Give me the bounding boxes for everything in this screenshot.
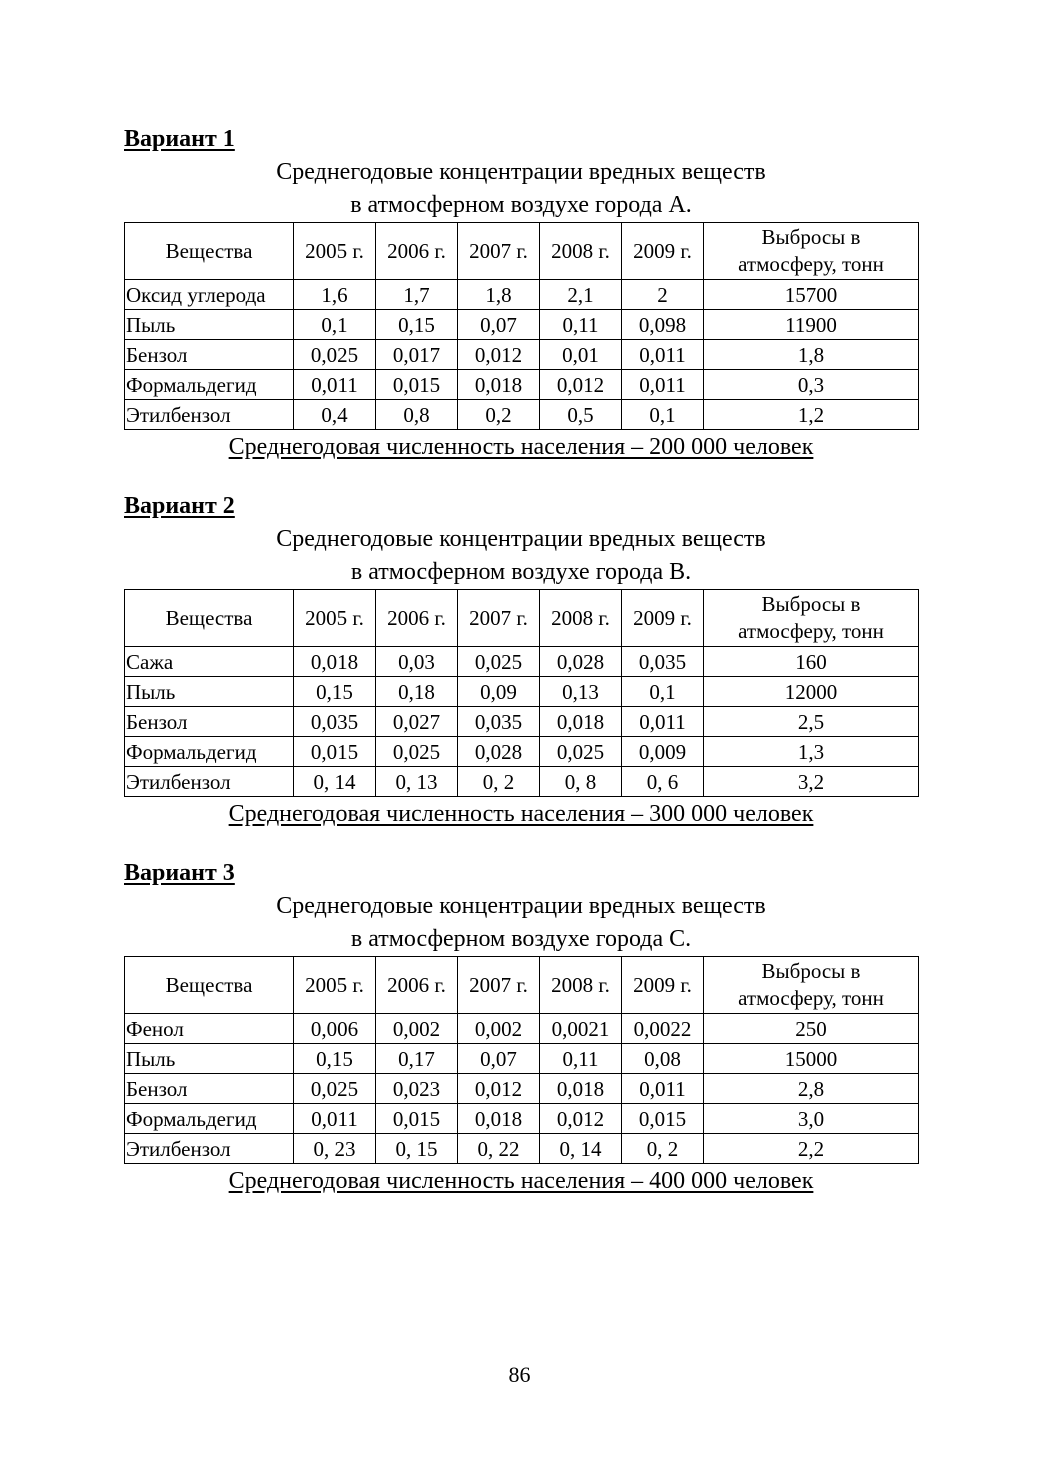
substance-cell: Бензол <box>125 340 294 370</box>
value-cell: 0,011 <box>294 1104 376 1134</box>
value-cell: 0,002 <box>376 1014 458 1044</box>
header-year-2005: 2005 г. <box>294 223 376 280</box>
value-cell: 0,15 <box>294 677 376 707</box>
value-cell: 0, 15 <box>376 1134 458 1164</box>
value-cell: 0,8 <box>376 400 458 430</box>
emissions-cell: 1,2 <box>704 400 919 430</box>
concentration-table <box>124 222 919 430</box>
population-note <box>124 797 918 831</box>
table-header-row <box>125 590 919 647</box>
variant-1-section <box>124 124 918 464</box>
value-cell: 2,1 <box>540 280 622 310</box>
population-text: Среднегодовая численность населения – 400 000 человек <box>228 1168 814 1194</box>
substance-cell: Бензол <box>125 1074 294 1104</box>
header-emissions-line2: атмосферу, тонн <box>738 619 884 643</box>
value-cell: 0, 8 <box>540 767 622 797</box>
value-cell: 0, 14 <box>540 1134 622 1164</box>
value-cell: 0,08 <box>622 1044 704 1074</box>
header-emissions <box>704 590 919 647</box>
value-cell: 0,11 <box>540 310 622 340</box>
population-note <box>124 430 918 464</box>
emissions-cell: 15700 <box>704 280 919 310</box>
substance-cell: Формальдегид <box>125 1104 294 1134</box>
value-cell: 0,1 <box>622 400 704 430</box>
table-row <box>125 370 919 400</box>
population-text: Среднегодовая численность населения – 200 000 человек <box>228 434 814 460</box>
table-row <box>125 1104 919 1134</box>
substance-cell: Этилбензол <box>125 767 294 797</box>
header-year-2009: 2009 г. <box>622 223 704 280</box>
value-cell: 0,03 <box>376 647 458 677</box>
variant-title: Вариант 1 <box>124 126 235 152</box>
header-emissions-line2: атмосферу, тонн <box>738 252 884 276</box>
table-row <box>125 1134 919 1164</box>
header-year-2005: 2005 г. <box>294 957 376 1014</box>
value-cell: 0,035 <box>622 647 704 677</box>
variant-title: Вариант 2 <box>124 493 235 519</box>
header-emissions <box>704 223 919 280</box>
value-cell: 0,028 <box>540 647 622 677</box>
table-caption-line1: Среднегодовые концентрации вредных веществ <box>276 526 766 552</box>
value-cell: 2 <box>622 280 704 310</box>
value-cell: 0,018 <box>294 647 376 677</box>
value-cell: 0,015 <box>376 1104 458 1134</box>
value-cell: 0,1 <box>622 677 704 707</box>
concentration-table <box>124 589 919 797</box>
emissions-cell: 2,2 <box>704 1134 919 1164</box>
value-cell: 0, 23 <box>294 1134 376 1164</box>
value-cell: 0,2 <box>458 400 540 430</box>
header-year-2006: 2006 г. <box>376 590 458 647</box>
table-row <box>125 280 919 310</box>
value-cell: 0,009 <box>622 737 704 767</box>
value-cell: 0,011 <box>294 370 376 400</box>
table-row <box>125 340 919 370</box>
table-row <box>125 767 919 797</box>
header-emissions-line1: Выбросы в <box>761 225 861 249</box>
value-cell: 0, 6 <box>622 767 704 797</box>
value-cell: 0,023 <box>376 1074 458 1104</box>
value-cell: 1,8 <box>458 280 540 310</box>
table-header-row <box>125 957 919 1014</box>
emissions-cell: 250 <box>704 1014 919 1044</box>
value-cell: 0,025 <box>376 737 458 767</box>
table-caption-line2: в атмосферном воздухе города А. <box>350 192 692 218</box>
value-cell: 0,01 <box>540 340 622 370</box>
value-cell: 0, 2 <box>622 1134 704 1164</box>
variant-title: Вариант 3 <box>124 860 235 886</box>
value-cell: 0,07 <box>458 310 540 340</box>
value-cell: 0,015 <box>294 737 376 767</box>
value-cell: 0, 13 <box>376 767 458 797</box>
value-cell: 0,025 <box>294 1074 376 1104</box>
table-caption-line1: Среднегодовые концентрации вредных веществ <box>276 893 766 919</box>
value-cell: 0,018 <box>458 370 540 400</box>
value-cell: 0,4 <box>294 400 376 430</box>
value-cell: 0,015 <box>622 1104 704 1134</box>
concentration-table <box>124 956 919 1164</box>
table-row <box>125 1014 919 1044</box>
header-substances: Вещества <box>125 223 294 280</box>
value-cell: 0,012 <box>540 370 622 400</box>
emissions-cell: 0,3 <box>704 370 919 400</box>
value-cell: 0,18 <box>376 677 458 707</box>
value-cell: 0,15 <box>376 310 458 340</box>
value-cell: 0,018 <box>540 1074 622 1104</box>
substance-cell: Этилбензол <box>125 400 294 430</box>
value-cell: 0,17 <box>376 1044 458 1074</box>
substance-cell: Сажа <box>125 647 294 677</box>
value-cell: 0,098 <box>622 310 704 340</box>
substance-cell: Формальдегид <box>125 370 294 400</box>
header-year-2006: 2006 г. <box>376 957 458 1014</box>
value-cell: 0,018 <box>540 707 622 737</box>
table-row <box>125 310 919 340</box>
header-year-2009: 2009 г. <box>622 590 704 647</box>
emissions-cell: 15000 <box>704 1044 919 1074</box>
value-cell: 0, 2 <box>458 767 540 797</box>
value-cell: 0,5 <box>540 400 622 430</box>
header-year-2009: 2009 г. <box>622 957 704 1014</box>
value-cell: 0,011 <box>622 370 704 400</box>
emissions-cell: 2,5 <box>704 707 919 737</box>
table-row <box>125 647 919 677</box>
header-year-2007: 2007 г. <box>458 223 540 280</box>
header-emissions <box>704 957 919 1014</box>
header-emissions-line1: Выбросы в <box>761 959 861 983</box>
emissions-cell: 12000 <box>704 677 919 707</box>
variant-2-section <box>124 491 918 831</box>
emissions-cell: 2,8 <box>704 1074 919 1104</box>
value-cell: 0,015 <box>376 370 458 400</box>
value-cell: 0,006 <box>294 1014 376 1044</box>
variant-3-section <box>124 858 918 1198</box>
emissions-cell: 160 <box>704 647 919 677</box>
header-year-2007: 2007 г. <box>458 590 540 647</box>
value-cell: 0,018 <box>458 1104 540 1134</box>
value-cell: 0,09 <box>458 677 540 707</box>
substance-cell: Пыль <box>125 677 294 707</box>
substance-cell: Пыль <box>125 1044 294 1074</box>
header-emissions-line2: атмосферу, тонн <box>738 986 884 1010</box>
emissions-cell: 11900 <box>704 310 919 340</box>
value-cell: 0,0022 <box>622 1014 704 1044</box>
table-row <box>125 1044 919 1074</box>
value-cell: 0, 14 <box>294 767 376 797</box>
substance-cell: Бензол <box>125 707 294 737</box>
value-cell: 0,027 <box>376 707 458 737</box>
population-text: Среднегодовая численность населения – 300 000 человек <box>228 801 814 827</box>
table-row <box>125 707 919 737</box>
table-row <box>125 737 919 767</box>
emissions-cell: 1,8 <box>704 340 919 370</box>
value-cell: 0,012 <box>540 1104 622 1134</box>
value-cell: 0,025 <box>458 647 540 677</box>
table-caption-line1: Среднегодовые концентрации вредных веществ <box>276 159 766 185</box>
value-cell: 0,1 <box>294 310 376 340</box>
value-cell: 0,035 <box>294 707 376 737</box>
value-cell: 0,017 <box>376 340 458 370</box>
value-cell: 0,025 <box>294 340 376 370</box>
value-cell: 0, 22 <box>458 1134 540 1164</box>
value-cell: 0,011 <box>622 707 704 737</box>
value-cell: 0,012 <box>458 340 540 370</box>
value-cell: 0,025 <box>540 737 622 767</box>
substance-cell: Оксид углерода <box>125 280 294 310</box>
value-cell: 1,6 <box>294 280 376 310</box>
value-cell: 0,011 <box>622 1074 704 1104</box>
table-header-row <box>125 223 919 280</box>
substance-cell: Формальдегид <box>125 737 294 767</box>
header-year-2006: 2006 г. <box>376 223 458 280</box>
value-cell: 0,13 <box>540 677 622 707</box>
table-caption-line2: в атмосферном воздухе города С. <box>350 926 692 952</box>
header-substances: Вещества <box>125 957 294 1014</box>
value-cell: 0,012 <box>458 1074 540 1104</box>
value-cell: 0,15 <box>294 1044 376 1074</box>
header-emissions-line1: Выбросы в <box>761 592 861 616</box>
substance-cell: Этилбензол <box>125 1134 294 1164</box>
population-note <box>124 1164 918 1198</box>
header-year-2008: 2008 г. <box>540 590 622 647</box>
emissions-cell: 1,3 <box>704 737 919 767</box>
emissions-cell: 3,0 <box>704 1104 919 1134</box>
value-cell: 0,07 <box>458 1044 540 1074</box>
page-number: 86 <box>508 1362 531 1387</box>
value-cell: 0,011 <box>622 340 704 370</box>
value-cell: 0,035 <box>458 707 540 737</box>
value-cell: 1,7 <box>376 280 458 310</box>
header-year-2008: 2008 г. <box>540 957 622 1014</box>
emissions-cell: 3,2 <box>704 767 919 797</box>
table-row <box>125 400 919 430</box>
value-cell: 0,11 <box>540 1044 622 1074</box>
table-caption-line2: в атмосферном воздухе города В. <box>350 559 692 585</box>
header-substances: Вещества <box>125 590 294 647</box>
substance-cell: Пыль <box>125 310 294 340</box>
header-year-2005: 2005 г. <box>294 590 376 647</box>
substance-cell: Фенол <box>125 1014 294 1044</box>
header-year-2007: 2007 г. <box>458 957 540 1014</box>
table-row <box>125 677 919 707</box>
table-row <box>125 1074 919 1104</box>
value-cell: 0,0021 <box>540 1014 622 1044</box>
value-cell: 0,002 <box>458 1014 540 1044</box>
value-cell: 0,028 <box>458 737 540 767</box>
header-year-2008: 2008 г. <box>540 223 622 280</box>
